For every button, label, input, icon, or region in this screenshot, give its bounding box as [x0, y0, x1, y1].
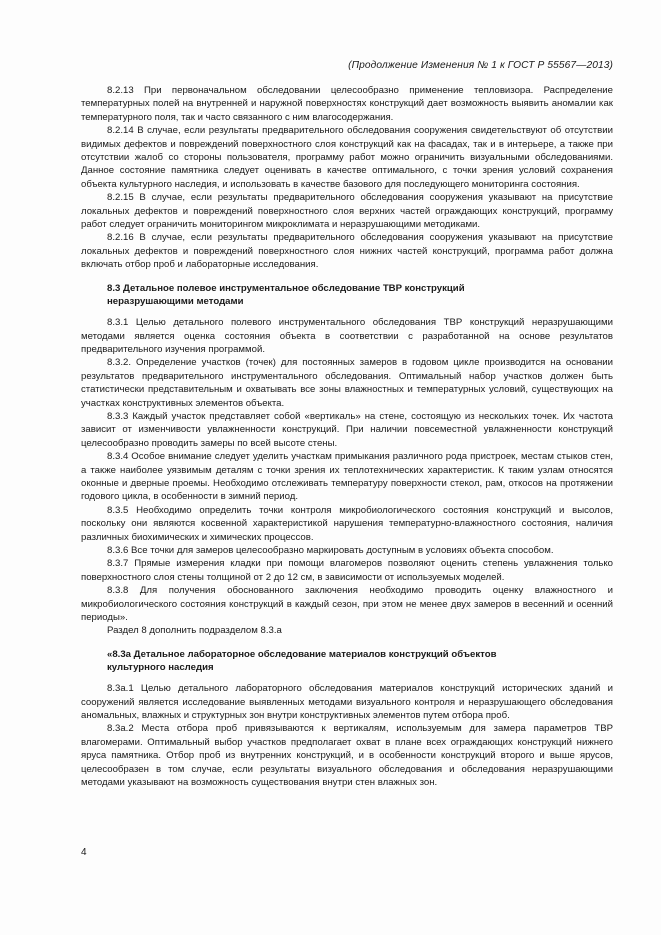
paragraph-8-3-5: 8.3.5 Необходимо определить точки контроля микробиологического состояния конструкций и высолов, поскольку они являются косвенной характеристикой нарушения температурно-влажностного состояния, наличия различных биохимических и химических процессов.: [81, 504, 613, 543]
section-heading-8-3a: «8.3а Детальное лабораторное обследование материалов конструкций объектов культурного наследия: [107, 648, 497, 674]
paragraph-section-addition: Раздел 8 дополнить подразделом 8.3.а: [107, 625, 282, 637]
paragraph-8-3-4: 8.3.4 Особое внимание следует уделить участкам примыкания различного рода пристроек, местам стыков стен, а также наиболее уязвимым деталям с точки зрения их теплотехнических характеристик. К таким узлам относятся оконные и дверные проемы. Необходимо отслеживать температуру поверхности стекол, рам, откосов на протяжении годового цикла, в особенности в зимний период.: [81, 451, 613, 503]
paragraph-8-3-7: 8.3.7 Прямые измерения кладки при помощи влагомеров позволяют оценить степень увлажнения только поверхностного слоя стены толщиной от 2 до 12 см, в зависимости от используемых моделей.: [81, 558, 613, 583]
paragraph-8-2-15: 8.2.15 В случае, если результаты предварительного обследования сооружения указывают на присутствие локальных дефектов и повреждений поверхностного слоя верхних частей ограждающих конструкций, программу работ следует ограничить мониторингом микроклимата и неразрушающими методиками.: [81, 192, 613, 231]
page-number: 4: [81, 847, 87, 858]
paragraph-8-3-8: 8.3.8 Для получения обоснованного заключения необходимо проводить оценку влажностного и микробиологического состояния конструкций в каждый сезон, при этом не менее двух замеров в весенний и осенний периоды».: [81, 585, 613, 624]
page-header: (Продолжение Изменения № 1 к ГОСТ Р 55567—2013): [348, 60, 613, 71]
section-heading-8-3: 8.3 Детальное полевое инструментальное обследование ТВР конструкций неразрушающими методами: [107, 282, 465, 307]
paragraph-8-3-6: 8.3.6 Все точки для замеров целесообразно маркировать доступным в условиях объекта способом.: [107, 545, 554, 556]
paragraph-8-3-3: 8.3.3 Каждый участок представляет собой «вертикаль» на стене, состоящую из нескольких точек. Их частота зависит от изменчивости увлажненности конструкций. При наличии повсеместной увлажненности конструкций целесообразно проводить замеры по всей высоте стены.: [81, 410, 613, 449]
paragraph-8-3a-1: 8.3а.1 Целью детального лабораторного обследования материалов конструкций исторических зданий и сооружений является исследование выявленных методами визуального контроля и неразрушающего обследования аномальных, влажных и структурных зон внутри конструктивных элементов путем отбора проб.: [81, 683, 613, 722]
paragraph-8-3a-2: 8.3а.2 Места отбора проб привязываются к вертикалям, используемым для замера параметров ТВР влагомерами. Оптимальный выбор участков предполагает охват в плане всех ограждающих конструкций нижнего яруса памятника. Отбор проб из внутренних конструкций, и в особенности конструкций второго и выше ярусов, целесообразен в том случае, если результаты визуального обследования и обследования неразрушающими методами указывают на возможность существования внутри стен влажных зон.: [81, 723, 613, 789]
document-body: [81, 84, 613, 790]
paragraph-8-2-14: 8.2.14 В случае, если результаты предварительного обследования сооружения свидетельствуют об отсутствии видимых дефектов и повреждений поверхностного слоя конструкций как на фасадах, так и в интерьере, а также при отсутствии жалоб со стороны пользователя, программу работ можно ограничить визуальными обследованиями. Данное состояние памятника следует оценивать в качестве оптимального, с точки зрения условий сохранения объекта культурного наследия, и использовать в качестве базового для последующего мониторинга состояния.: [81, 125, 613, 190]
paragraph-8-3-2: 8.3.2. Определение участков (точек) для постоянных замеров в годовом цикле производится на основании результатов предварительного инструментального обследования. Оптимальный набор участков должен быть статистически представительным и охватывать все зоны влажностных и температурных условий, существующих на участках конструктивных элементов объекта.: [81, 357, 613, 409]
paragraph-8-2-16: 8.2.16 В случае, если результаты предварительного обследования сооружения указывают на присутствие локальных дефектов и повреждений поверхностного слоя нижних частей конструкций, программа работ должна включать отбор проб и лабораторные исследования.: [81, 232, 613, 271]
paragraph-8-2-13: 8.2.13 При первоначальном обследовании целесообразно применение тепловизора. Распределение температурных полей на внутренней и наружной поверхностях конструкций дает возможность выявить аномалии как температурного поля, так и часто связанного с ним влагосодержания.: [81, 85, 613, 123]
paragraph-8-3-1: 8.3.1 Целью детального полевого инструментального обследования ТВР конструкций неразрушающими методами является оценка состояния объекта в соответствии с разработанной на основе результатов предварительного изучения программой.: [81, 317, 613, 355]
